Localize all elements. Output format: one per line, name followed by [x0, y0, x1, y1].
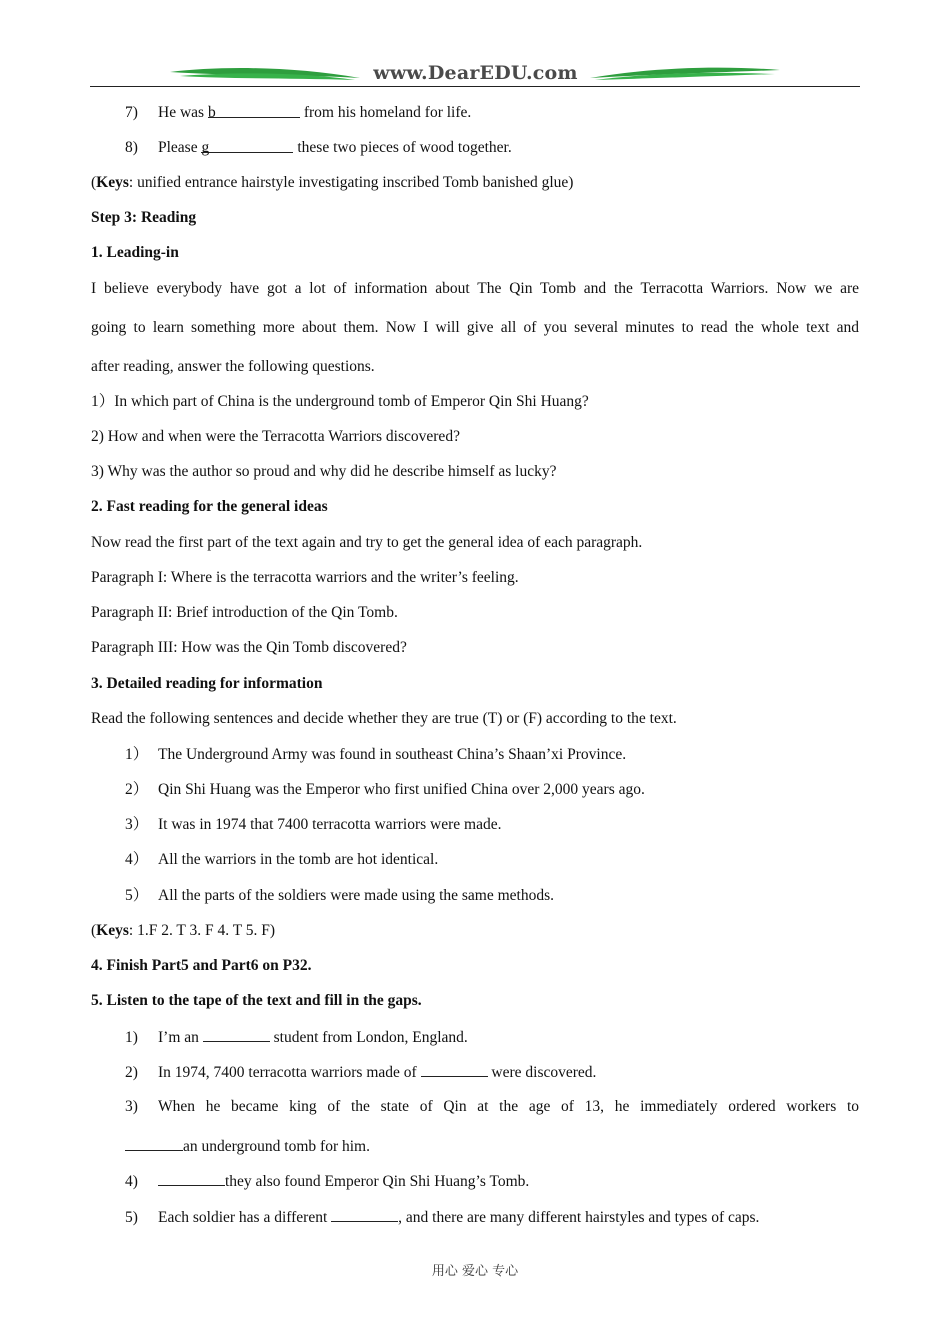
keys-line: (Keys: 1.F 2. T 3. F 4. T 5. F) — [91, 922, 276, 939]
gap-item-3: 3) When he became king of the state of Qin at the age of 13, he immediately ordered workers to — [125, 1098, 859, 1115]
fast-reading-heading: 2. Fast reading for the general ideas — [91, 498, 328, 515]
page-footer: 用心 爱心 专心 — [431, 1264, 519, 1279]
left-swoosh-decoration — [170, 64, 360, 84]
listen-heading: 5. Listen to the tape of the text and fill in the gaps. — [91, 992, 422, 1009]
answer-blank[interactable] — [158, 1171, 225, 1186]
page-header — [90, 58, 860, 90]
detailed-reading-heading: 3. Detailed reading for information — [91, 675, 323, 692]
leading-in-line: after reading, answer the following questions. — [91, 358, 375, 375]
finish-heading: 4. Finish Part5 and Part6 on P32. — [91, 957, 312, 974]
blank-item-7: 7) He was b from his homeland for life. — [125, 104, 472, 121]
answer-blank[interactable]: b — [208, 103, 300, 118]
blank-item-8: 8) Please g these two pieces of wood together. — [125, 139, 512, 156]
question-2: 2) How and when were the Terracotta Warriors discovered? — [91, 428, 460, 445]
right-swoosh-decoration — [590, 64, 780, 84]
tf-item: 4） All the warriors in the tomb are hot identical. — [125, 851, 439, 868]
step3-heading: Step 3: Reading — [91, 209, 197, 226]
fast-reading-intro: Now read the first part of the text again and try to get the general idea of each paragraph. — [91, 534, 643, 551]
paragraph-idea-2: Paragraph II: Brief introduction of the Qin Tomb. — [91, 604, 398, 621]
question-3: 3) Why was the author so proud and why did he describe himself as lucky? — [91, 463, 557, 480]
tf-item: 5） All the parts of the soldiers were made using the same methods. — [125, 887, 555, 904]
leading-in-line: I believe everybody have got a lot of information about The Qin Tomb and the Terracotta Warriors. Now we are — [91, 280, 859, 297]
gap-item-2: 2) In 1974, 7400 terracotta warriors made of were discovered. — [125, 1064, 597, 1081]
answer-blank[interactable] — [203, 1027, 270, 1042]
paragraph-idea-3: Paragraph III: How was the Qin Tomb discovered? — [91, 639, 407, 656]
gap-item-5: 5) Each soldier has a different , and there are many different hairstyles and types of caps. — [125, 1209, 760, 1226]
paragraph-idea-1: Paragraph I: Where is the terracotta warriors and the writer’s feeling. — [91, 569, 519, 586]
answer-blank[interactable] — [125, 1136, 183, 1151]
answer-blank[interactable] — [421, 1062, 488, 1077]
leading-in-line: going to learn something more about them. Now I will give all of you several minutes to read the whole text and — [91, 319, 859, 336]
gap-item-3-continued: an underground tomb for him. — [125, 1136, 370, 1157]
tf-item: 3） It was in 1974 that 7400 terracotta warriors were made. — [125, 816, 502, 833]
detailed-reading-intro: Read the following sentences and decide whether they are true (T) or (F) according to the text. — [91, 710, 677, 727]
question-1: 1）In which part of China is the underground tomb of Emperor Qin Shi Huang? — [91, 393, 589, 410]
answer-blank[interactable]: g — [201, 138, 293, 153]
keys-line: (Keys: unified entrance hairstyle investigating inscribed Tomb banished glue) — [91, 174, 574, 191]
site-logo[interactable]: www.DearEDU.com — [373, 62, 578, 84]
gap-item-1: 1) I’m an student from London, England. — [125, 1029, 468, 1046]
gap-item-4: 4) they also found Emperor Qin Shi Huang’s Tomb. — [125, 1173, 530, 1190]
answer-blank[interactable] — [331, 1207, 398, 1222]
tf-item: 1） The Underground Army was found in southeast China’s Shaan’xi Province. — [125, 746, 627, 763]
tf-item: 2） Qin Shi Huang was the Emperor who first unified China over 2,000 years ago. — [125, 781, 645, 798]
header-rule — [90, 86, 860, 87]
leading-in-heading: 1. Leading-in — [91, 244, 179, 261]
